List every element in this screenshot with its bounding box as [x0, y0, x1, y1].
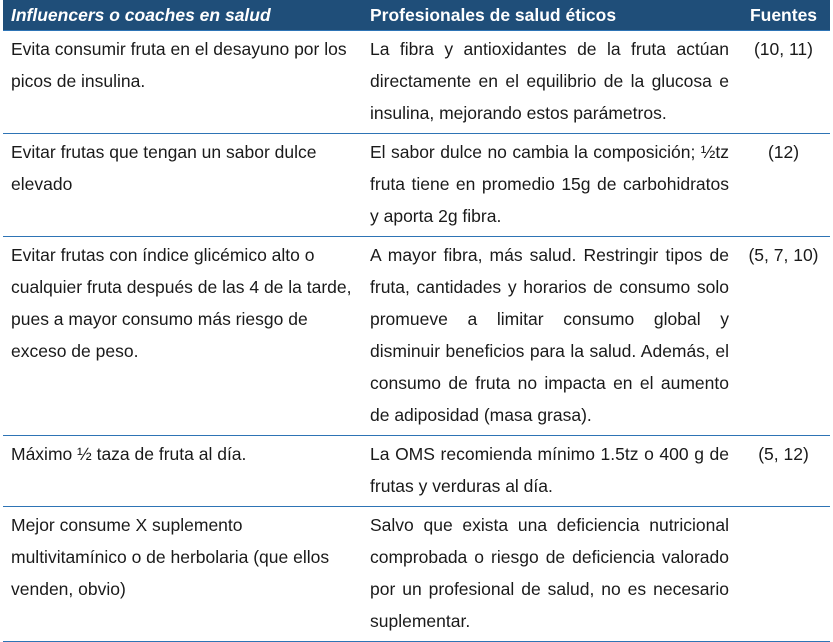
- table-row: [3, 134, 830, 237]
- influencer-claim: Evita consumir fruta en el desayuno por los picos de insulina.: [11, 39, 347, 91]
- influencer-claim: Máximo ½ taza de fruta al día.: [11, 444, 247, 464]
- table-row: [3, 237, 830, 436]
- sources: (10, 11): [753, 39, 813, 59]
- header-row: [3, 0, 830, 31]
- influencer-claim: Evitar frutas con índice glicémico alto o cualquier fruta después de las 4 de la tarde, pues a mayor consumo más riesgo de exceso de peso.: [11, 245, 352, 361]
- table-row: [3, 436, 830, 507]
- sources: (5, 7, 10): [748, 245, 819, 265]
- header-profesionales: Profesionales de salud éticos: [362, 0, 737, 31]
- sources: (12): [767, 142, 800, 162]
- influencer-claim: Mejor consume X suplemento multivitamínico o de herbolaria (que ellos venden, obvio): [11, 515, 330, 599]
- table-row: [3, 31, 830, 134]
- header-influencers: Influencers o coaches en salud: [3, 0, 362, 31]
- comparison-table-container: [3, 0, 830, 642]
- sources: [737, 507, 830, 642]
- influencer-claim: Evitar frutas que tengan un sabor dulce elevado: [11, 142, 317, 194]
- sources: (5, 12): [758, 444, 809, 464]
- professional-response: A mayor fibra, más salud. Restringir tipos de fruta, cantidades y horarios de consumo solo promueve a limitar consumo global y disminuir beneficios para la salud. Además, el consumo de fruta no impacta en el aumento de adiposidad (masa grasa).: [370, 245, 729, 425]
- professional-response: El sabor dulce no cambia la composición; ½tz fruta tiene en promedio 15g de carbohidratos y aporta 2g fibra.: [370, 142, 729, 226]
- professional-response: La OMS recomienda mínimo 1.5tz o 400 g de frutas y verduras al día.: [370, 444, 729, 496]
- professional-response: La fibra y antioxidantes de la fruta actúan directamente en el equilibrio de la glucosa e insulina, mejorando estos parámetros.: [370, 39, 729, 123]
- professional-response: Salvo que exista una deficiencia nutricional comprobada o riesgo de deficiencia valorado por un profesional de salud, no es necesario suplementar.: [370, 515, 729, 631]
- table-row: [3, 507, 830, 642]
- header-fuentes: Fuentes: [737, 0, 830, 31]
- comparison-table: [3, 0, 830, 642]
